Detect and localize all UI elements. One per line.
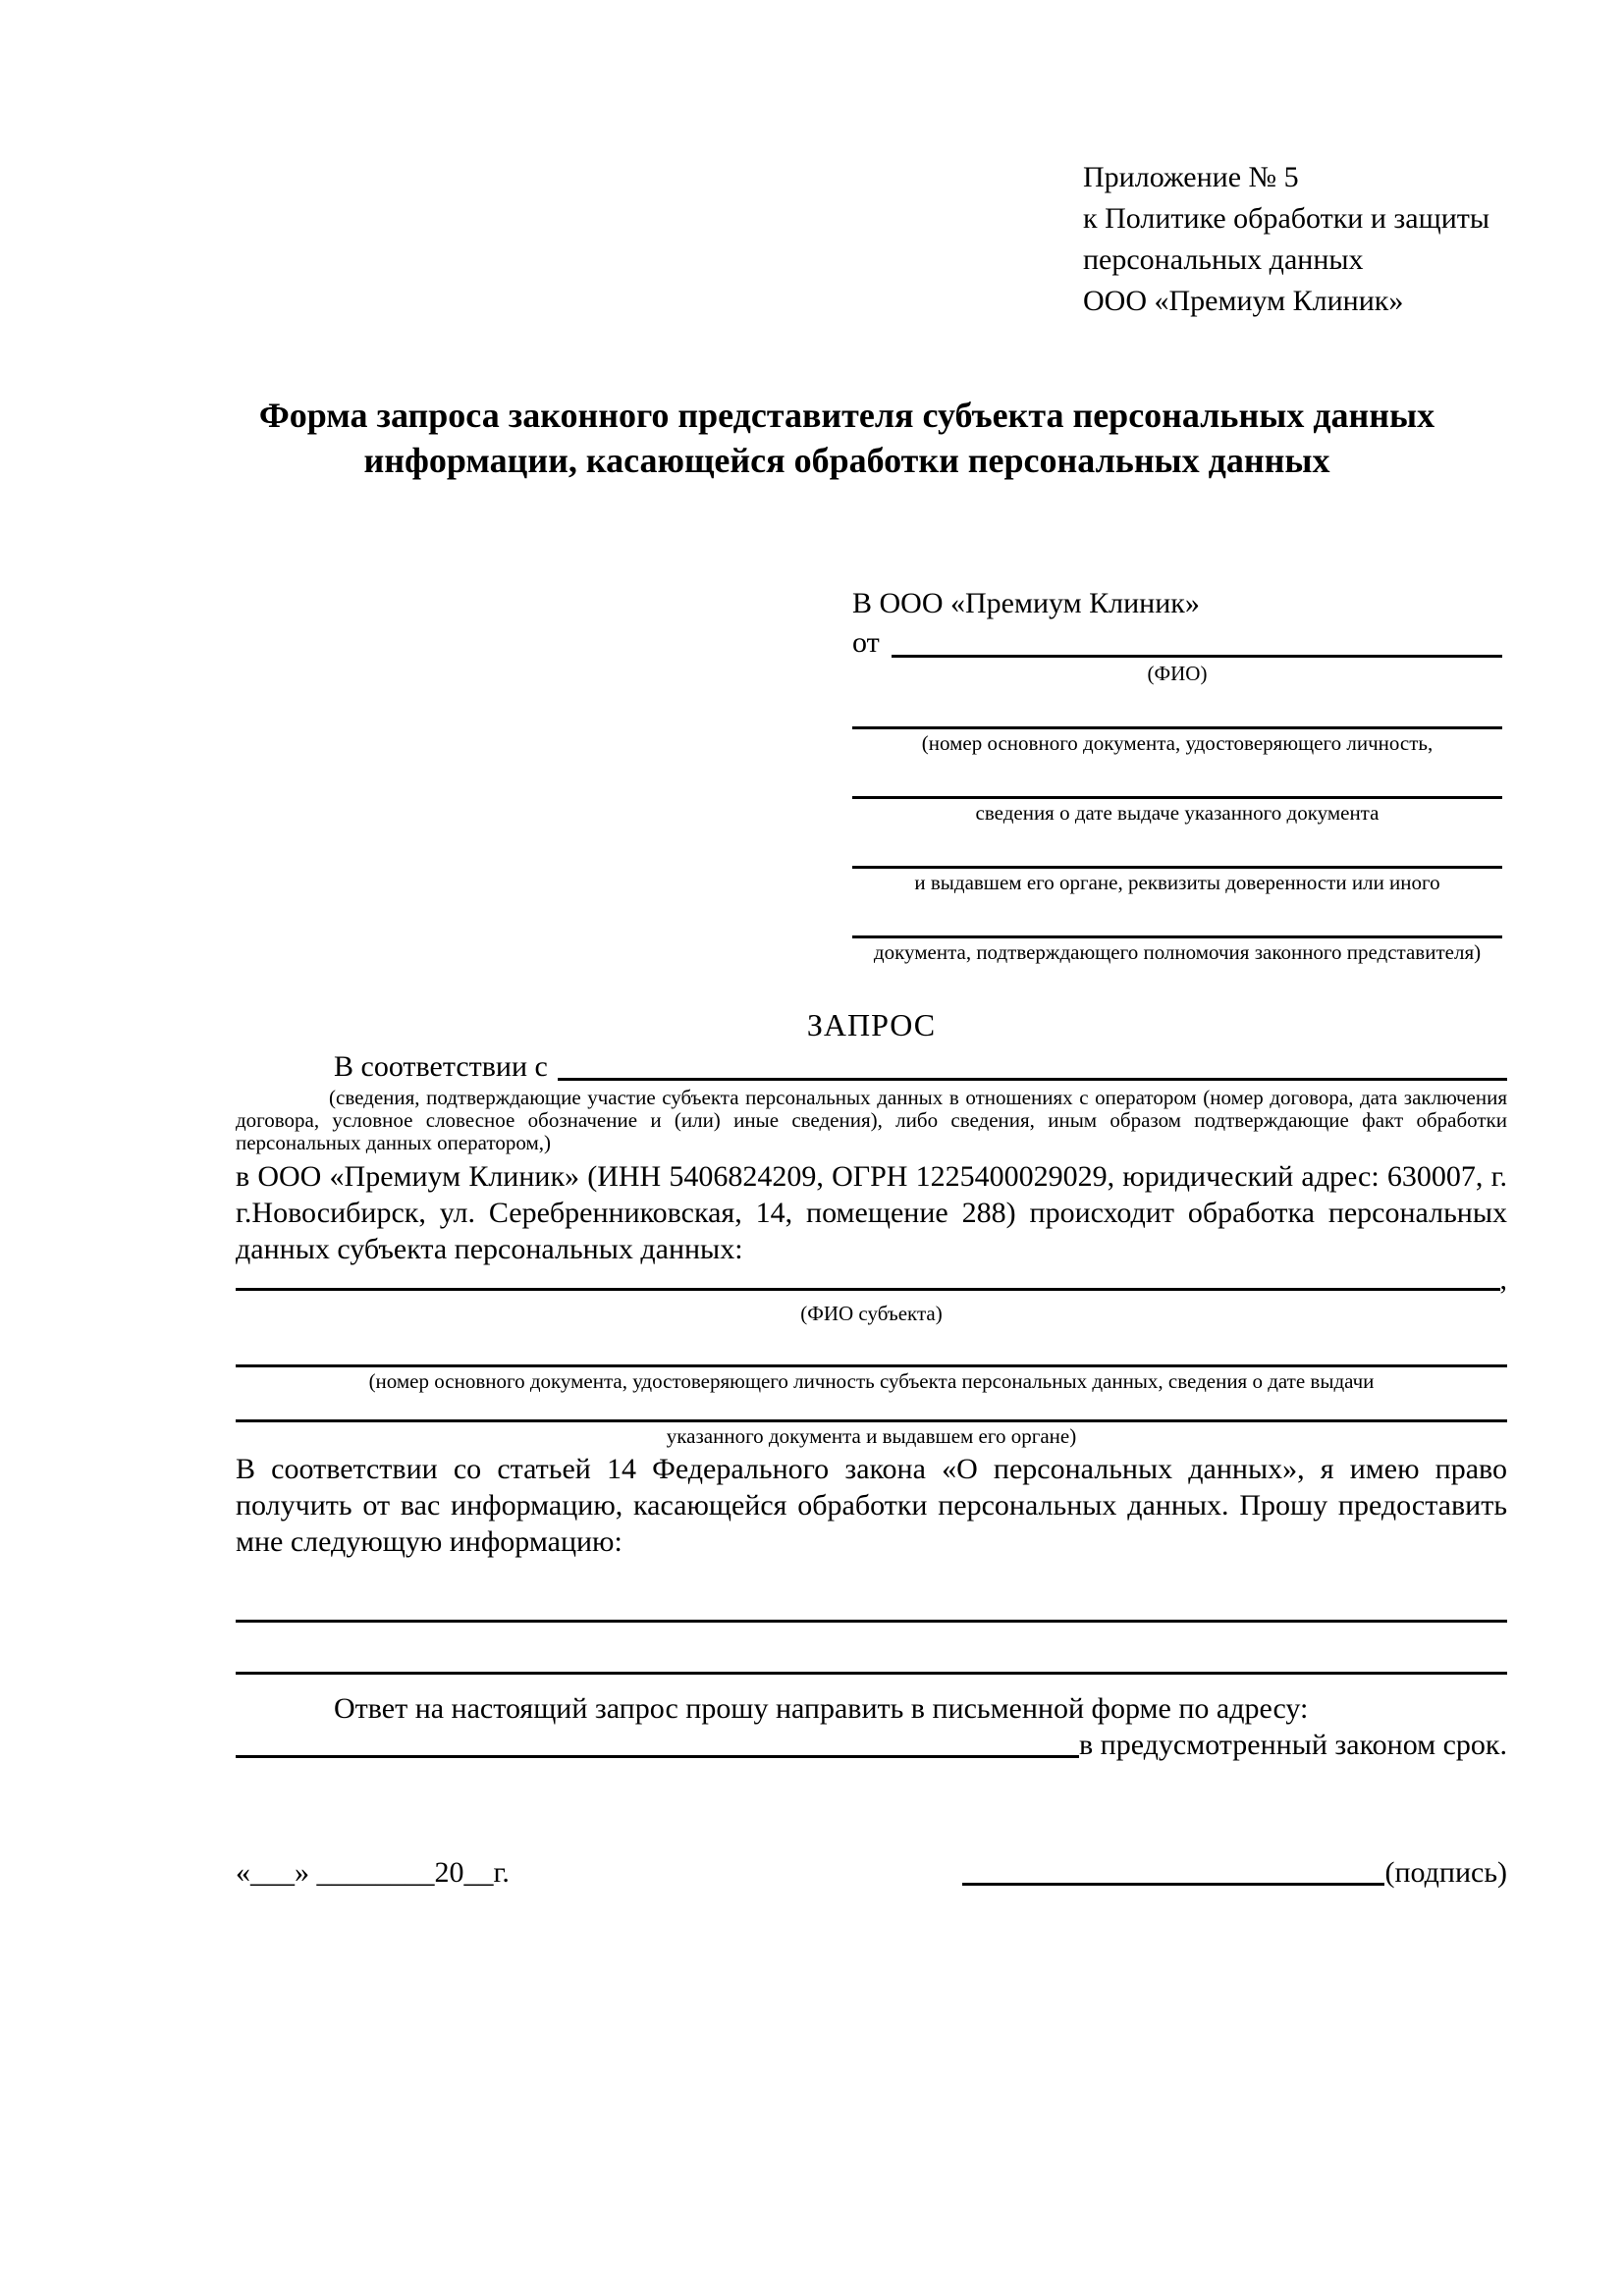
recipient-block	[852, 584, 1502, 966]
recipient-organization: В ООО «Премиум Клиник»	[852, 587, 1200, 619]
subject-fio-blank-line	[236, 1264, 1500, 1291]
subject-fio-row	[236, 1264, 1507, 1296]
reply-paragraph	[236, 1690, 1507, 1764]
annex-header	[1083, 157, 1489, 322]
law-paragraph: В соответствии со статьей 14 Федерального закона «О персональных данных», я имею право получить от вас информацию, касающейся обработки персональных данных. Прошу предоставить мне следующую информацию:	[236, 1453, 1507, 1558]
subject-document-caption-1: (номер основного документа, удостоверяющего личность субъекта персональных данных, сведения о дате выдачи	[368, 1369, 1375, 1393]
issuing-authority-blank-line	[852, 827, 1502, 869]
annex-line: персональных данных	[1083, 243, 1364, 276]
signature-group	[962, 1853, 1507, 1893]
signature-blank-line	[962, 1853, 1384, 1886]
fio-blank-line	[892, 623, 1502, 658]
subject-fio-caption: (ФИО субъекта)	[800, 1302, 943, 1325]
reply-tail: в предусмотренный законом срок.	[1079, 1729, 1507, 1761]
intro-caption: (сведения, подтверждающие участие субъекта персональных данных в отношениях с оператором (номер договора, дата заключения договора, условное словесное обозначение и (или) иные сведения), либо сведения, иным образом подтверждающие факт обработки персональных данных оператором,)	[236, 1086, 1507, 1154]
subject-document-blank-line-2	[236, 1376, 1507, 1422]
information-blank-line-2	[236, 1672, 1507, 1675]
authority-document-caption: документа, подтверждающего полномочия законного представителя)	[873, 940, 1482, 964]
fio-caption: (ФИО)	[1147, 662, 1208, 685]
footer-row	[236, 1853, 1507, 1893]
intro-blank-line	[558, 1048, 1507, 1081]
reply-address-blank-line	[236, 1727, 1079, 1758]
annex-line: к Политике обработки и защиты	[1083, 202, 1490, 235]
document-number-caption: (номер основного документа, удостоверяющего личность,	[921, 731, 1434, 755]
information-blank-line-1	[236, 1620, 1507, 1623]
subject-document-blank-line-1	[236, 1320, 1507, 1367]
subject-document-caption-2: указанного документа и выдавшем его органе)	[666, 1424, 1077, 1448]
operator-paragraph: в ООО «Премиум Клиник» (ИНН 5406824209, ОГРН 1225400029029, юридический адрес: 630007, г. г.Новосибирск, ул. Серебренниковская, 14, помещение 288) происходит обработка персональных данных субъекта персональных данных:	[236, 1160, 1507, 1265]
annex-line: ООО «Премиум Клиник»	[1083, 285, 1404, 317]
intro-label: В соответствии с	[334, 1050, 548, 1083]
reply-sentence: Ответ на настоящий запрос прошу направить в письменной форме по адресу:	[334, 1692, 1309, 1725]
signature-caption: (подпись)	[1384, 1856, 1507, 1889]
request-heading: ЗАПРОС	[806, 1007, 937, 1042]
reply-address-row	[236, 1727, 1507, 1764]
form-title: Форма запроса законного представителя субъекта персональных данных информации, касающейся обработки персональных данных	[258, 396, 1435, 480]
from-label: от	[852, 626, 880, 659]
annex-line: Приложение № 5	[1083, 161, 1299, 193]
issuing-authority-caption: и выдавшем его органе, реквизиты доверенности или иного	[914, 871, 1440, 894]
subject-comma: ,	[1499, 1263, 1507, 1296]
from-row	[852, 623, 1502, 663]
intro-row	[236, 1048, 1507, 1086]
authority-document-blank-line	[852, 896, 1502, 938]
date-line: «___» ________20__г.	[236, 1856, 510, 1889]
issue-date-caption: сведения о дате выдаче указанного документа	[975, 801, 1380, 825]
document-number-blank-line	[852, 687, 1502, 729]
issue-date-blank-line	[852, 757, 1502, 799]
